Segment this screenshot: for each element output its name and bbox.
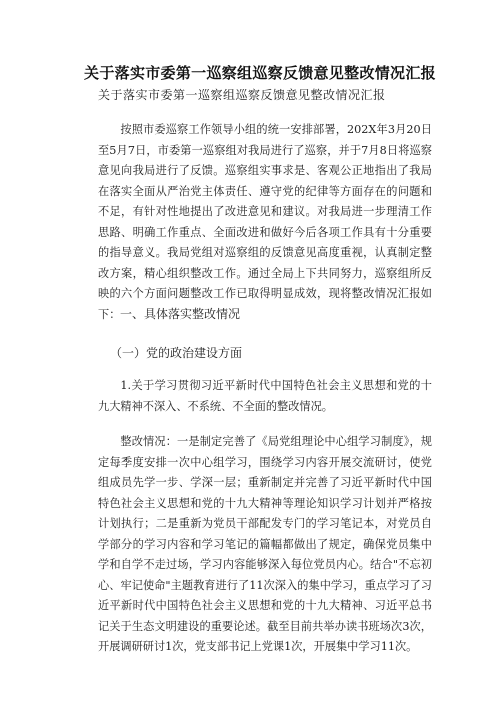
- rectification-paragraph: 整改情况：一是制定完善了《局党组理论中心组学习制度》，规定每季度安排一次中心组学习，围绕学习内容开展交流研讨，使党组成员先学一步、学深一层；重新制定并完善了习近平新时代中国特色社会主义思想和党的十九大精神等理论知识学习计划并严格按计划执行；二是重新为党员干部配发专门的学习笔记本，对党员自学部分的学习内容和学习笔记的篇幅都做出了规定，确保党员集中学和自学不走过场，学习内容能够深入每位党员内心。结合"不忘初心、牢记使命"主题教育进行了11次深入的集中学习，重点学习了习近平新时代中国特色社会主义思想和党的十九大精神、习近平总书记关于生态文明建设的重要论述。截至目前共举办读书班场次3次，开展调研研讨1次，党支部书记上党课1次，开展集中学习11次。: [98, 435, 432, 653]
- subsection-heading: （一）党的政治建设方面: [110, 346, 243, 360]
- section-heading: 一、具体落实整改情况: [120, 307, 241, 321]
- document-title: 关于落实市委第一巡察组巡察反馈意见整改情况汇报: [84, 64, 436, 82]
- document-subtitle: 关于落实市委第一巡察组巡察反馈意见整改情况汇报: [98, 88, 386, 102]
- issue-paragraph: 1.关于学习贯彻习近平新时代中国特色社会主义思想和党的十九大精神不深入、不系统、不全面的整改情况。: [98, 379, 432, 413]
- intro-paragraph: 按照市委巡察工作领导小组的统一安排部署，202X年3月20日至5月7日，市委第一巡察组对我局进行了巡察，并于7月8日将巡察意见向我局进行了反馈。巡察组实事求是、客观公正地指出了我局在落实全面从严治党主体责任、遵守党的纪律等方面存在的问题和不足，有针对性地提出了改进意见和建议。对我局进一步理清工作思路、明确工作重点、全面改进和做好今后各项工作具有十分重要的指导意义。我局党组对巡察组的反馈意见高度重视，认真制定整改方案，精心组织整改工作。通过全局上下共同努力，巡察组所反映的六个方面问题整改工作已取得明显成效，现将整改情况汇报如下：: [98, 123, 432, 321]
